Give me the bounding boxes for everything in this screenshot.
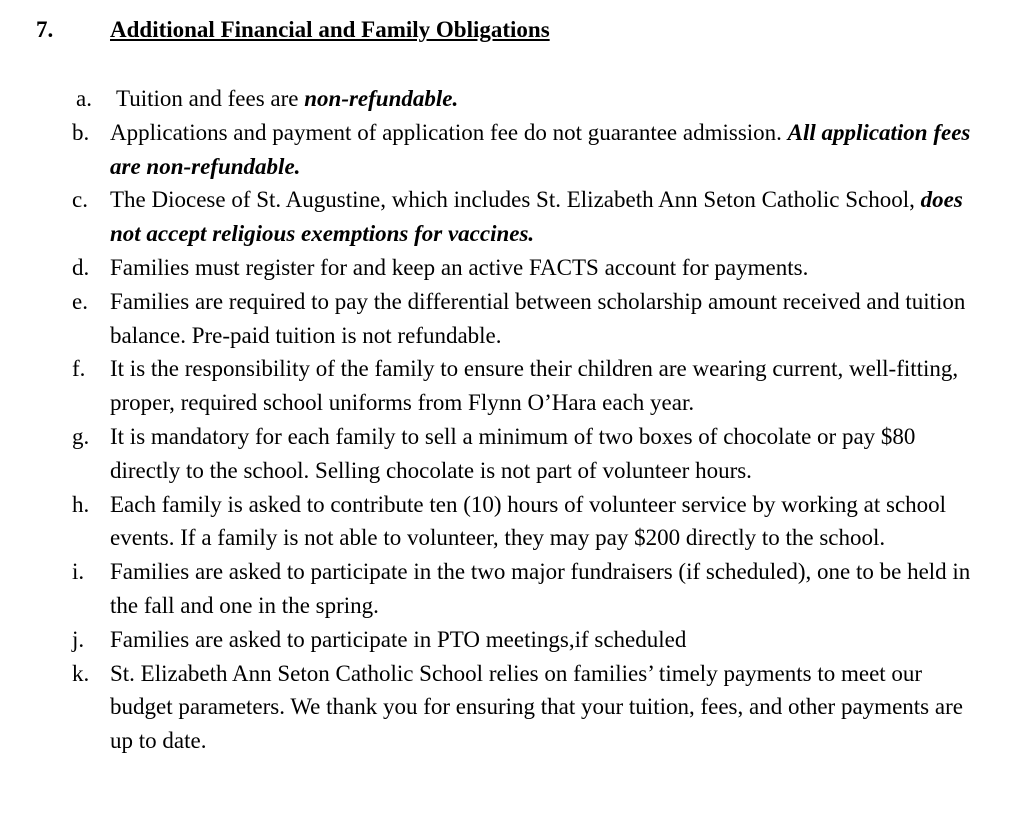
item-text: Families are asked to participate in PTO meetings,if scheduled <box>110 626 687 652</box>
list-item-j <box>0 623 990 657</box>
item-text <box>110 120 970 179</box>
item-body: Applications and payment of application fee do not guarantee admission. <box>110 119 788 145</box>
list-item-a <box>0 82 990 116</box>
item-text: It is the responsibility of the family to ensure their children are wearing current, well-fitting, proper, required school uniforms from Flynn O’Hara each year. <box>110 356 959 416</box>
item-marker: c. <box>72 187 88 213</box>
item-marker: f. <box>72 356 86 382</box>
list-item-e <box>0 285 990 353</box>
item-text <box>110 86 458 111</box>
list-item-k <box>0 657 990 758</box>
item-marker: a. <box>76 86 92 111</box>
item-text: Each family is asked to contribute ten (10) hours of volunteer service by working at school events. If a family is not able to volunteer, they may pay $200 directly to the school. <box>110 491 947 551</box>
list-item-h <box>0 488 990 556</box>
item-marker: j. <box>72 626 85 652</box>
section-number: 7. <box>36 17 54 42</box>
item-emphasis: non-refundable. <box>304 86 459 111</box>
item-marker: d. <box>72 254 90 280</box>
obligations-list <box>0 82 1024 758</box>
list-item-g <box>0 420 990 488</box>
section-title: Additional Financial and Family Obligations <box>110 17 550 42</box>
item-text: Families are required to pay the differential between scholarship amount received and tuition balance. Pre-paid tuition is not refundable. <box>110 288 966 348</box>
item-emphasis: does not accept religious exemptions for vaccines. <box>110 187 963 247</box>
item-marker: g. <box>72 423 90 449</box>
item-text <box>110 187 963 246</box>
item-text: It is mandatory for each family to sell a minimum of two boxes of chocolate or pay $80 directly to the school. Selling chocolate is not part of volunteer hours. <box>110 423 916 483</box>
item-emphasis: All application fees are non-refundable. <box>110 119 971 179</box>
item-text: Families must register for and keep an active FACTS account for payments. <box>110 254 809 280</box>
list-item-c <box>0 183 990 251</box>
item-text: Families are asked to participate in the two major fundraisers (if scheduled), one to be held in the fall and one in the spring. <box>110 559 971 618</box>
list-item-d <box>0 251 990 285</box>
list-item-i <box>0 555 990 623</box>
item-body: Tuition and fees are <box>116 86 305 111</box>
list-item-b <box>0 116 990 184</box>
item-marker: e. <box>72 288 88 314</box>
item-marker: k. <box>72 660 90 686</box>
list-item-f <box>0 352 990 420</box>
item-marker: h. <box>72 491 90 517</box>
item-marker: b. <box>72 119 90 145</box>
item-marker: i. <box>72 559 85 585</box>
item-text: St. Elizabeth Ann Seton Catholic School relies on families’ timely payments to meet our budget parameters. We thank you for ensuring that your tuition, fees, and other payments are up to date. <box>110 660 963 754</box>
item-body: The Diocese of St. Augustine, which includes St. Elizabeth Ann Seton Catholic School, <box>110 187 921 213</box>
